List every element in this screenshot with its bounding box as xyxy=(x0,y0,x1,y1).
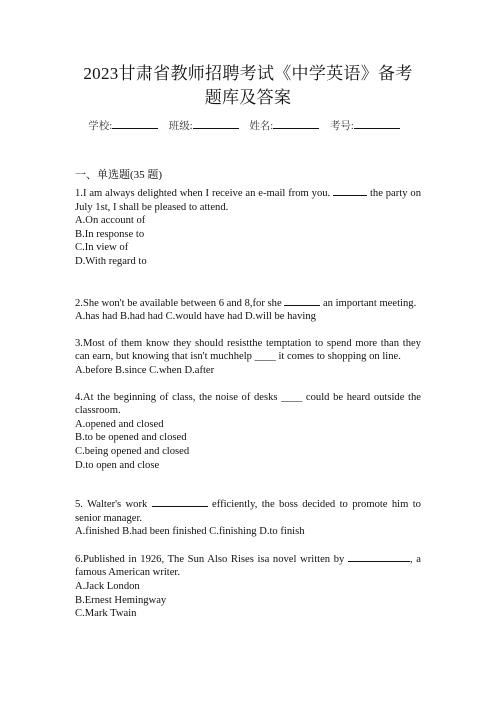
question-3-stem: 3.Most of them know they should resistthe temptation to spend more than they can earn, but knowing that isn't muchhelp ____ it comes to shopping on line. xyxy=(75,337,421,363)
option-c: C.Mark Twain xyxy=(75,608,137,620)
question-5 xyxy=(75,497,421,539)
question-6-stem: 6.Published in 1926, The Sun Also Rises isa novel written by , a famous American writer. xyxy=(75,553,421,579)
field-exam-number-label: 考号: xyxy=(329,121,354,132)
question-5-stem: 5. Walter's work efficiently, the boss decided to promote him to senior manager. xyxy=(75,499,421,524)
field-name-label: 姓名: xyxy=(249,121,274,132)
title-line-2: 题库及答案 xyxy=(204,88,292,107)
document-title xyxy=(75,0,421,110)
title-line-1: 2023甘肃省教师招聘考试《中学英语》备考 xyxy=(83,64,413,83)
answer-blank xyxy=(333,186,367,196)
student-info-row xyxy=(75,118,421,133)
option-c: C.In view of xyxy=(75,242,129,254)
question-2-stem: 2.She won't be available between 6 and 8,for she an important meeting. xyxy=(75,297,417,309)
option-a: A.Jack London xyxy=(75,581,140,593)
answer-blank xyxy=(348,552,410,562)
field-school-label: 学校: xyxy=(88,121,113,132)
question-3-options: A.before B.since C.when D.after xyxy=(75,364,215,376)
option-d: D.With regard to xyxy=(75,255,147,267)
answer-blank xyxy=(152,497,208,507)
question-6 xyxy=(75,552,421,621)
option-b: B.to be opened and closed xyxy=(75,432,187,444)
question-4-stem: 4.At the beginning of class, the noise of desks ____ could be heard outside the classroom. xyxy=(75,391,421,417)
option-b: B.Ernest Hemingway xyxy=(75,594,167,606)
answer-blank xyxy=(284,296,320,306)
option-b: B.In response to xyxy=(75,228,145,240)
option-a: A.On account of xyxy=(75,215,146,227)
field-name-blank xyxy=(273,119,319,129)
question-1 xyxy=(75,186,421,269)
question-3 xyxy=(75,337,421,378)
field-exam-number-blank xyxy=(354,119,400,129)
option-d: D.to open and close xyxy=(75,459,160,471)
section-heading: 一、单选题(35 题) xyxy=(75,169,163,181)
option-a: A.opened and closed xyxy=(75,418,164,430)
question-5-options: A.finished B.had been finished C.finishing D.to finish xyxy=(75,526,305,538)
option-c: C.being opened and closed xyxy=(75,445,190,457)
question-2 xyxy=(75,296,421,324)
question-2-options: A.has had B.had had C.would have had D.will be having xyxy=(75,311,316,323)
field-class-blank xyxy=(193,119,239,129)
field-class-label: 班级: xyxy=(168,121,193,132)
question-4 xyxy=(75,391,421,473)
field-school-blank xyxy=(112,119,158,129)
question-1-stem: 1.I am always delighted when I receive an e-mail from you. the party on July 1st, I shall be pleased to attend. xyxy=(75,188,421,213)
